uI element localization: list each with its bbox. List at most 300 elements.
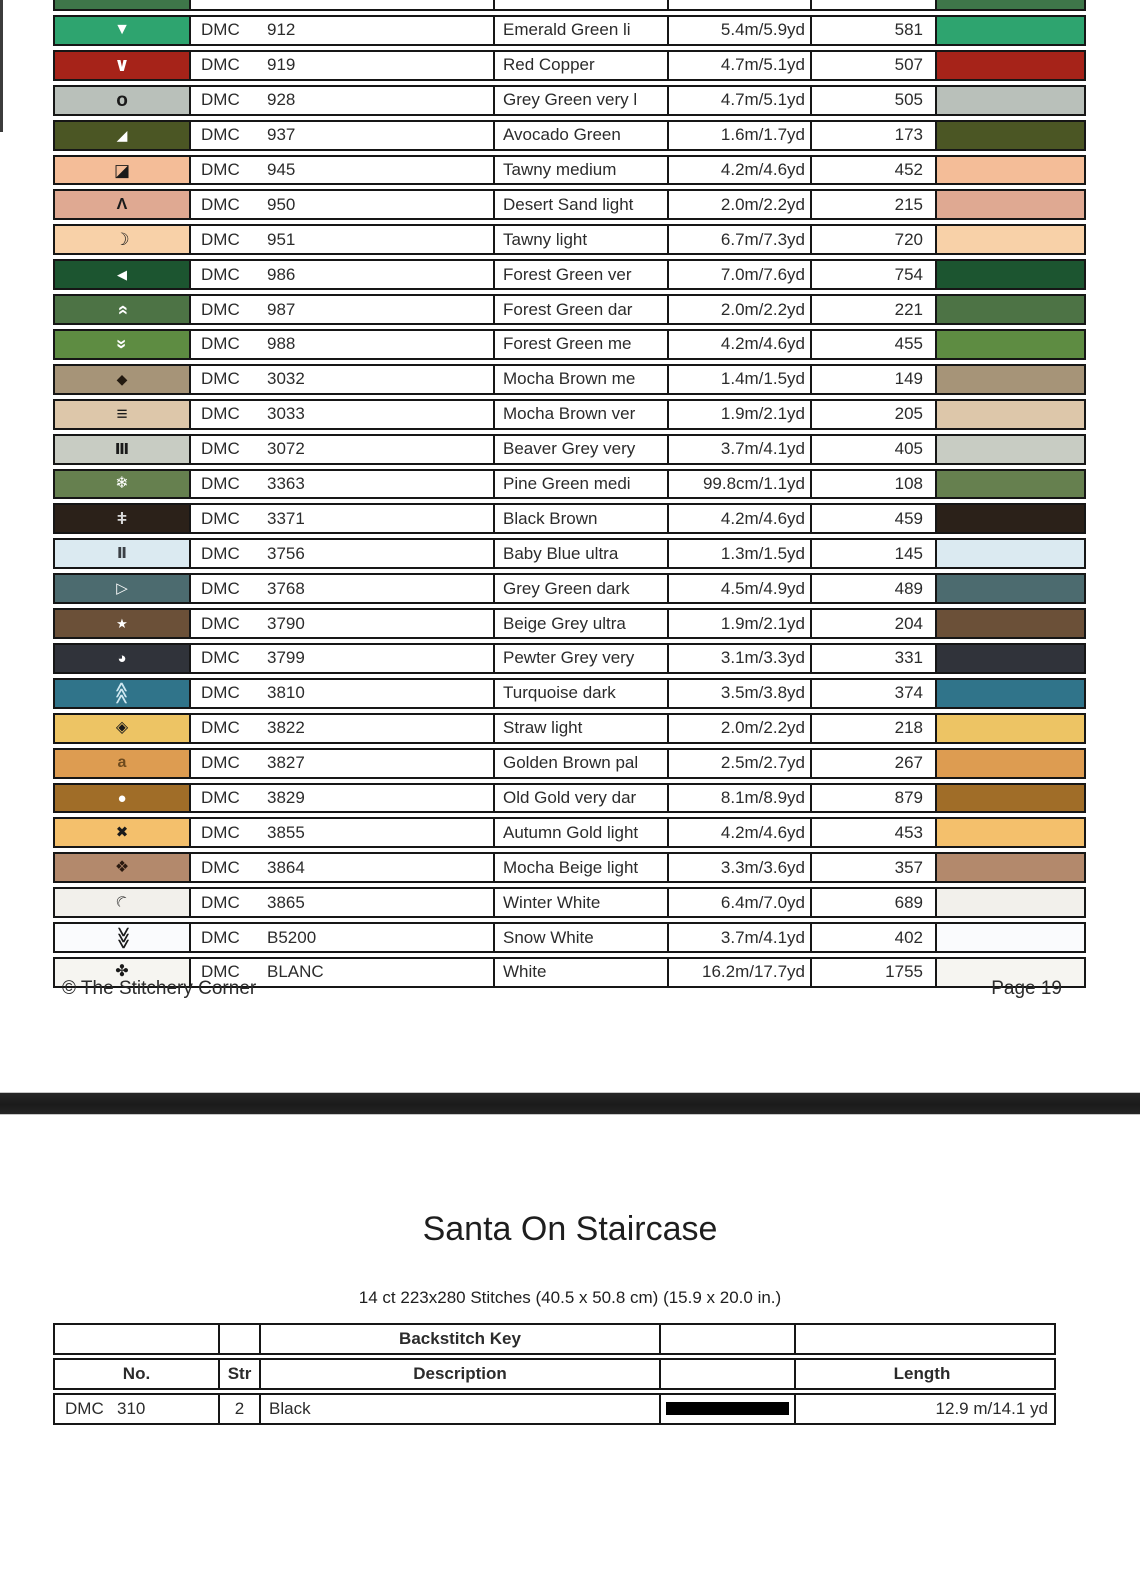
description-cell: Black Brown [493, 505, 667, 532]
dmc-cell [189, 680, 493, 707]
chevron-up-double-icon: » [111, 304, 132, 315]
dmc-brand: DMC [201, 857, 240, 877]
symbol-cell [55, 540, 189, 567]
dmc-code: 912 [267, 20, 296, 40]
chevron-up-triple-icon: ⋙ [112, 681, 130, 705]
header-str: Str [218, 1360, 259, 1388]
color-key-table [53, 0, 1086, 992]
length-cell: 8.1m/8.9yd [667, 785, 810, 812]
length-cell: 1.3m/1.5yd [667, 540, 810, 567]
count-cell: 453 [810, 819, 935, 846]
dmc-code: 945 [267, 160, 296, 179]
dmc-code: 3790 [267, 613, 305, 633]
dmc-code: 3827 [267, 753, 305, 773]
symbol-cell [55, 785, 189, 812]
dmc-cell [189, 505, 493, 532]
dmc-cell [189, 471, 493, 498]
diamond-filled-icon: ◆ [116, 371, 128, 388]
dmc-brand: DMC [201, 160, 240, 179]
color-key-row [53, 259, 1086, 290]
color-key-row [53, 887, 1086, 918]
dmc-brand: DMC [201, 229, 240, 249]
count-cell: 331 [810, 645, 935, 672]
symbol-cell [55, 296, 189, 323]
count-cell: 374 [810, 680, 935, 707]
count-cell: 455 [810, 331, 935, 358]
color-key-row [53, 573, 1086, 604]
four-petal-flower-icon: ✤ [115, 963, 129, 981]
dmc-cell [189, 785, 493, 812]
color-key-row [53, 608, 1086, 639]
page-number: Page 19 [991, 978, 1062, 999]
color-swatch-cell [935, 715, 1084, 742]
color-key-row [53, 399, 1086, 430]
length-cell: 16.2m/17.7yd [667, 959, 810, 986]
description-cell: White [493, 959, 667, 986]
diamond-in-diamond-icon: ◈ [115, 719, 129, 737]
dmc-brand: DMC [201, 334, 240, 354]
dmc-cell [189, 122, 493, 149]
color-key-row [53, 538, 1086, 569]
dmc-brand: DMC [201, 543, 240, 563]
color-key-row [53, 329, 1086, 360]
count-cell: 221 [810, 296, 935, 323]
color-swatch-cell [935, 191, 1084, 218]
arrowhead-left-icon: ◀ [117, 267, 127, 283]
triangle-down-filled-icon: ▼ [114, 21, 130, 39]
count-cell: 267 [810, 750, 935, 777]
dmc-cell [189, 540, 493, 567]
dmc-brand: DMC [201, 474, 240, 494]
dmc-brand: DMC [201, 125, 240, 145]
color-key-row [53, 120, 1086, 151]
count-cell: 452 [810, 157, 935, 184]
color-key-row [53, 678, 1086, 709]
description-cell: Mocha Brown ver [493, 401, 667, 428]
dmc-brand: DMC [201, 299, 240, 319]
snowflake-icon: ❄ [115, 475, 129, 493]
description-cell: Mocha Brown me [493, 366, 667, 393]
color-swatch-cell [935, 122, 1084, 149]
description-cell: Red Copper [493, 52, 667, 79]
page-separator [0, 1092, 1140, 1115]
dmc-cell [189, 226, 493, 253]
color-key-row [53, 15, 1086, 46]
count-cell: 879 [810, 785, 935, 812]
color-key-row [53, 748, 1086, 779]
backstitch-header-row [53, 1358, 1056, 1390]
dmc-brand: DMC [201, 264, 240, 284]
length-cell: 2.0m/2.2yd [667, 296, 810, 323]
color-swatch-cell [935, 505, 1084, 532]
description-cell: Turquoise dark [493, 680, 667, 707]
cross-x-heavy-icon: ✖ [115, 824, 129, 842]
dmc-brand: DMC [201, 369, 240, 389]
dmc-cell [189, 575, 493, 602]
dmc-code: BLANC [267, 962, 324, 982]
symbol-cell [55, 157, 189, 184]
description-cell: Mocha Beige light [493, 854, 667, 881]
color-key-row [53, 50, 1086, 81]
crescent-left-icon: ☾ [111, 891, 133, 914]
dmc-code: 3865 [267, 892, 305, 912]
description-cell: Old Gold very dar [493, 785, 667, 812]
dmc-code: 3855 [267, 822, 305, 842]
dmc-code: 3032 [267, 369, 305, 389]
color-swatch-cell [935, 575, 1084, 602]
symbol-cell [55, 889, 189, 916]
symbol-cell [55, 575, 189, 602]
dmc-code: 988 [267, 334, 296, 354]
length-cell: 5.4m/5.9yd [667, 17, 810, 44]
backstitch-color-bar [666, 1402, 789, 1415]
color-key-row [53, 469, 1086, 500]
color-key-row [53, 434, 1086, 465]
dmc-cell [189, 610, 493, 637]
count-cell: 505 [810, 87, 935, 114]
backstitch-no-cell [55, 1395, 218, 1423]
dmc-brand: DMC [201, 683, 240, 703]
dmc-brand: DMC [201, 55, 240, 75]
color-swatch-cell [935, 785, 1084, 812]
dmc-brand: DMC [201, 753, 240, 773]
symbol-cell [55, 261, 189, 288]
dmc-code: 3799 [267, 648, 305, 668]
dmc-brand: DMC [201, 648, 240, 668]
symbol-cell [55, 924, 189, 951]
empty-cell [493, 0, 667, 9]
count-cell: 173 [810, 122, 935, 149]
letter-a-icon: a [117, 754, 127, 772]
count-cell: 204 [810, 610, 935, 637]
color-key-row [53, 643, 1086, 674]
color-key-row [53, 503, 1086, 534]
dmc-code: B5200 [267, 927, 317, 947]
dmc-brand: DMC [201, 718, 240, 738]
color-key-row [53, 713, 1086, 744]
count-cell: 689 [810, 889, 935, 916]
backstitch-code: 310 [117, 1398, 146, 1418]
dmc-brand: DMC [201, 892, 240, 912]
symbol-cell [55, 331, 189, 358]
dmc-brand: DMC [201, 508, 240, 528]
color-swatch-cell [935, 52, 1084, 79]
color-key-row [53, 224, 1086, 255]
pattern-stats: 14 ct 223x280 Stitches (40.5 x 50.8 cm) (15.9 x 20.0 in.) [358, 1288, 782, 1307]
header-length: Length [794, 1360, 1054, 1388]
symbol-cell [55, 52, 189, 79]
color-swatch-cell [935, 889, 1084, 916]
dmc-code: 3033 [267, 404, 305, 424]
dmc-brand: DMC [201, 194, 240, 214]
count-cell: 357 [810, 854, 935, 881]
empty-cell [218, 1325, 259, 1353]
diamond-cluster-icon: ❖ [114, 858, 130, 876]
dmc-brand: DMC [201, 404, 240, 424]
length-cell: 6.7m/7.3yd [667, 226, 810, 253]
length-cell: 3.5m/3.8yd [667, 680, 810, 707]
triple-bar-icon: ≡ [116, 403, 128, 425]
length-cell: 2.0m/2.2yd [667, 715, 810, 742]
color-key-row [53, 817, 1086, 848]
dmc-code: 3363 [267, 474, 305, 494]
dmc-code: 919 [267, 55, 296, 75]
dmc-code: 951 [267, 229, 296, 249]
dmc-code: 3829 [267, 788, 305, 808]
length-cell: 3.7m/4.1yd [667, 924, 810, 951]
backstitch-brand: DMC [65, 1398, 104, 1418]
description-cell: Avocado Green [493, 122, 667, 149]
color-swatch-cell [935, 819, 1084, 846]
count-cell: 215 [810, 191, 935, 218]
description-cell: Forest Green me [493, 331, 667, 358]
header-no: No. [122, 1363, 151, 1383]
dmc-cell [189, 645, 493, 672]
length-cell: 6.4m/7.0yd [667, 889, 810, 916]
color-swatch-cell [935, 157, 1084, 184]
symbol-cell [55, 610, 189, 637]
dmc-code: 950 [267, 194, 296, 214]
color-swatch-cell [935, 610, 1084, 637]
dmc-cell [189, 17, 493, 44]
color-swatch-cell [935, 296, 1084, 323]
color-key-row [53, 189, 1086, 220]
length-cell: 2.0m/2.2yd [667, 191, 810, 218]
caret-up-icon: Λ [116, 195, 128, 213]
empty-cell [189, 0, 493, 9]
count-cell: 489 [810, 575, 935, 602]
dmc-cell [189, 924, 493, 951]
symbol-cell [55, 17, 189, 44]
backstitch-key-title: Backstitch Key [259, 1325, 659, 1353]
dmc-code: 937 [267, 125, 296, 145]
color-swatch-cell [935, 17, 1084, 44]
description-cell: Baby Blue ultra [493, 540, 667, 567]
color-key-row [53, 364, 1086, 395]
description-cell: Winter White [493, 889, 667, 916]
description-cell: Pine Green medi [493, 471, 667, 498]
dmc-code: 3371 [267, 508, 305, 528]
backstitch-strands-cell: 2 [218, 1395, 259, 1423]
backstitch-color-swatch [659, 1395, 794, 1423]
symbol-cell [55, 226, 189, 253]
color-key-row [53, 922, 1086, 953]
dmc-cell [189, 854, 493, 881]
dmc-code: 3810 [267, 683, 305, 703]
dmc-code: 986 [267, 264, 296, 284]
circle-three-quarters-icon: ◕ [117, 649, 127, 667]
dmc-cell [189, 715, 493, 742]
dmc-code: 3822 [267, 718, 305, 738]
description-cell: Autumn Gold light [493, 819, 667, 846]
color-swatch-cell [935, 331, 1084, 358]
empty-cell [55, 1325, 218, 1353]
count-cell: 581 [810, 17, 935, 44]
empty-cell [667, 0, 810, 9]
dmc-cell [189, 401, 493, 428]
star-filled-icon: ★ [116, 616, 128, 632]
color-key-row [53, 783, 1086, 814]
description-cell: Beige Grey ultra [493, 610, 667, 637]
length-cell: 99.8cm/1.1yd [667, 471, 810, 498]
color-swatch-cell [935, 0, 1084, 9]
dmc-cell [189, 87, 493, 114]
empty-cell [794, 1325, 1054, 1353]
symbol-cell [55, 401, 189, 428]
symbol-cell [55, 87, 189, 114]
color-swatch-cell [935, 366, 1084, 393]
length-cell: 3.1m/3.3yd [667, 645, 810, 672]
color-swatch-cell [935, 540, 1084, 567]
dmc-cell [189, 261, 493, 288]
dmc-cell [189, 436, 493, 463]
count-cell: 405 [810, 436, 935, 463]
copyright-text: © The Stitchery Corner [62, 978, 257, 999]
dmc-cell [189, 157, 493, 184]
length-cell: 4.2m/4.6yd [667, 331, 810, 358]
page-edge-artifact [0, 0, 3, 132]
count-cell: 108 [810, 471, 935, 498]
dmc-code: 987 [267, 299, 296, 319]
dmc-code: 3756 [267, 543, 305, 563]
description-cell: Beaver Grey very [493, 436, 667, 463]
length-cell: 3.7m/4.1yd [667, 436, 810, 463]
dmc-cell [189, 819, 493, 846]
double-barred-pipe-icon: ǂ [117, 509, 127, 529]
dmc-cell [189, 750, 493, 777]
symbol-cell [55, 645, 189, 672]
dmc-cell [189, 366, 493, 393]
color-swatch-cell [935, 750, 1084, 777]
empty-cell [659, 1360, 794, 1388]
dmc-cell [189, 331, 493, 358]
pattern-title: Santa On Staircase [422, 1210, 718, 1248]
dmc-brand: DMC [201, 613, 240, 633]
count-cell: 507 [810, 52, 935, 79]
symbol-cell [55, 366, 189, 393]
count-cell: 720 [810, 226, 935, 253]
symbol-cell [55, 471, 189, 498]
color-swatch-cell [935, 471, 1084, 498]
color-swatch-cell [935, 401, 1084, 428]
color-key-row [53, 155, 1086, 186]
color-swatch-cell [935, 436, 1084, 463]
backstitch-data-row [53, 1393, 1056, 1425]
length-cell: 3.3m/3.6yd [667, 854, 810, 881]
ring-icon: o [116, 89, 128, 111]
empty-cell [659, 1325, 794, 1353]
bars-three-vertical-icon: Ⅲ [114, 440, 130, 458]
chevron-down-triple-icon: ⋙ [113, 926, 131, 949]
chevron-down-bold-icon: ∨ [114, 54, 130, 76]
dmc-code: 928 [267, 90, 296, 110]
dmc-cell [189, 191, 493, 218]
dmc-cell [189, 889, 493, 916]
roman-two-icon: Ⅱ [117, 545, 127, 563]
symbol-cell [55, 715, 189, 742]
dmc-brand: DMC [201, 439, 240, 459]
color-swatch-cell [935, 645, 1084, 672]
color-key-row [53, 294, 1086, 325]
header-description: Description [259, 1360, 659, 1388]
description-cell: Forest Green ver [493, 261, 667, 288]
description-cell: Straw light [493, 715, 667, 742]
backstitch-length-cell: 12.9 m/14.1 yd [794, 1395, 1054, 1423]
description-cell: Tawny light [493, 226, 667, 253]
empty-cell [810, 0, 935, 9]
dmc-code: 3072 [267, 439, 305, 459]
dmc-brand: DMC [201, 578, 240, 598]
description-cell: Tawny medium [493, 157, 667, 184]
backstitch-title-row [53, 1323, 1056, 1355]
count-cell: 205 [810, 401, 935, 428]
dmc-code: 3864 [267, 857, 305, 877]
dmc-brand: DMC [201, 90, 240, 110]
description-cell: Golden Brown pal [493, 750, 667, 777]
backstitch-table [53, 1323, 1056, 1428]
count-cell: 1755 [810, 959, 935, 986]
color-key-row [53, 85, 1086, 116]
color-swatch-cell [935, 924, 1084, 951]
length-cell: 7.0m/7.6yd [667, 261, 810, 288]
count-cell: 754 [810, 261, 935, 288]
count-cell: 459 [810, 505, 935, 532]
symbol-cell [55, 191, 189, 218]
length-cell: 1.4m/1.5yd [667, 366, 810, 393]
length-cell: 1.6m/1.7yd [667, 122, 810, 149]
color-swatch-cell [935, 261, 1084, 288]
length-cell: 4.5m/4.9yd [667, 575, 810, 602]
color-key-row [53, 852, 1086, 883]
dmc-brand: DMC [201, 822, 240, 842]
color-swatch-cell [55, 0, 189, 9]
count-cell: 145 [810, 540, 935, 567]
symbol-cell [55, 505, 189, 532]
dmc-cell [189, 52, 493, 79]
symbol-cell [55, 122, 189, 149]
dmc-brand: DMC [201, 927, 240, 947]
dmc-cell [189, 296, 493, 323]
symbol-cell [55, 436, 189, 463]
dmc-brand: DMC [201, 962, 240, 982]
color-swatch-cell [935, 680, 1084, 707]
symbol-cell [55, 750, 189, 777]
length-cell: 4.7m/5.1yd [667, 87, 810, 114]
length-cell: 2.5m/2.7yd [667, 750, 810, 777]
description-cell: Desert Sand light [493, 191, 667, 218]
description-cell: Snow White [493, 924, 667, 951]
length-cell: 4.7m/5.1yd [667, 52, 810, 79]
dmc-brand: DMC [201, 788, 240, 808]
length-cell: 4.2m/4.6yd [667, 819, 810, 846]
color-key-row-partial [53, 0, 1086, 11]
length-cell: 1.9m/2.1yd [667, 610, 810, 637]
chevron-down-double-icon: » [111, 339, 132, 350]
description-cell: Emerald Green li [493, 17, 667, 44]
length-cell: 4.2m/4.6yd [667, 505, 810, 532]
fan-lower-right-icon: ◢ [116, 127, 128, 144]
dmc-brand: DMC [201, 20, 240, 40]
description-cell: Pewter Grey very [493, 645, 667, 672]
color-swatch-cell [935, 87, 1084, 114]
circle-filled-icon: ● [117, 789, 127, 807]
description-cell: Grey Green dark [493, 575, 667, 602]
symbol-cell [55, 680, 189, 707]
count-cell: 149 [810, 366, 935, 393]
description-cell: Forest Green dar [493, 296, 667, 323]
color-swatch-cell [935, 854, 1084, 881]
dmc-code: 3768 [267, 578, 305, 598]
